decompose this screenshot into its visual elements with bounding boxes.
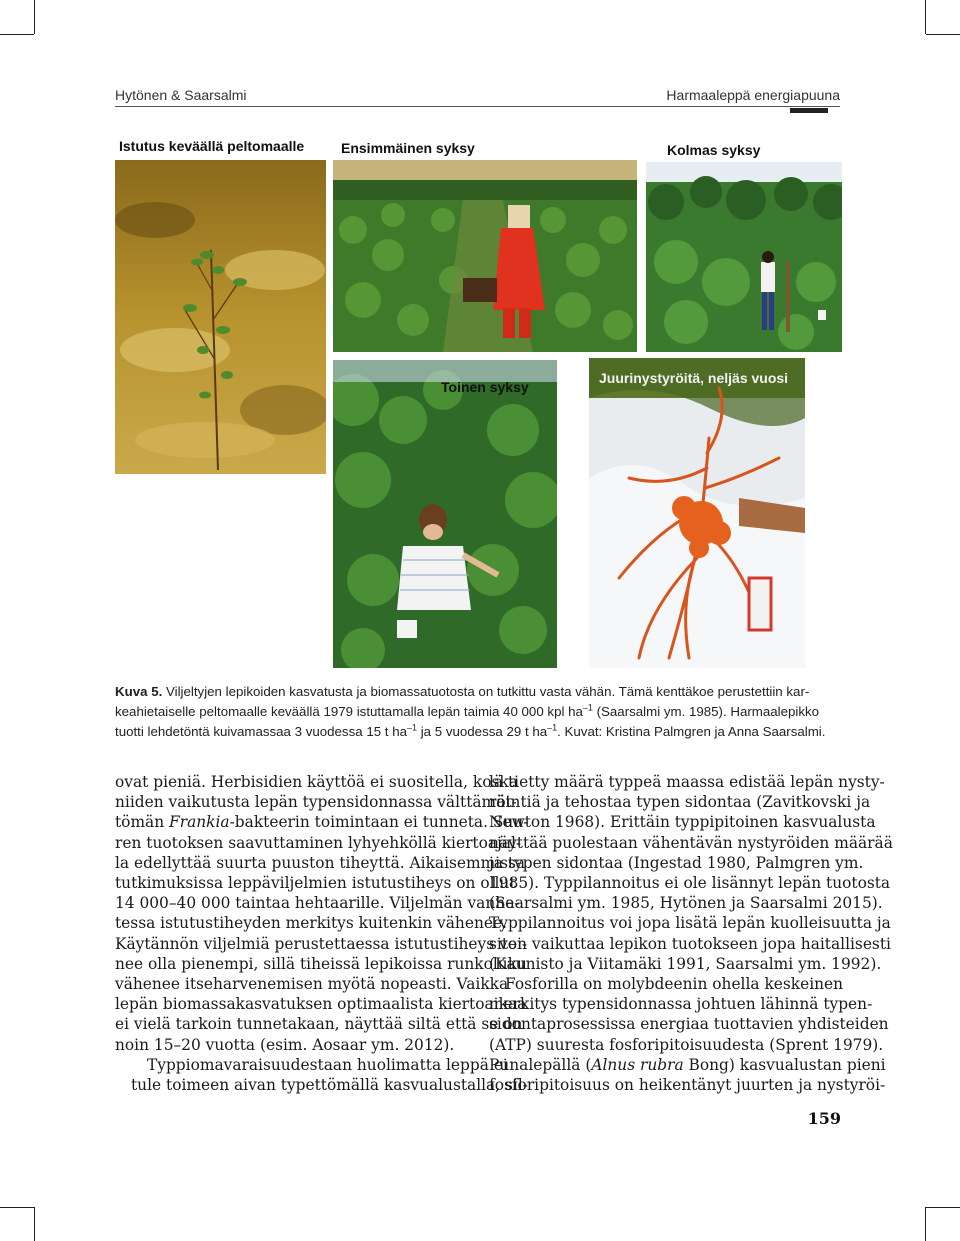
text-line: tessa istutustiheyden merkitys kuitenkin vähenee. <box>115 914 507 933</box>
panel-label-second-autumn: Toinen syksy <box>441 379 529 395</box>
italic-term: Alnus rubra <box>591 1055 684 1074</box>
text-line: Typpilannoitus voi jopa lisätä lepän kuolleisuutta ja <box>489 914 891 933</box>
crop-mark <box>926 34 960 35</box>
text-run: Bong) kasvualustan pieni <box>683 1055 886 1074</box>
text-line: sidontaprosessissa energiaa tuottavien yhdisteiden <box>489 1015 889 1034</box>
caption-text: (Saarsalmi ym. 1985). Harmaalepikko <box>592 704 820 719</box>
body-column-right <box>489 772 893 1095</box>
header-bar <box>790 108 828 113</box>
caption-text: . Kuvat: Kristina Palmgren ja Anna Saarsalmi. <box>557 724 826 739</box>
text-line: lepän biomassakasvatuksen optimaalista kiertoaikaa <box>115 995 527 1014</box>
paragraph <box>115 772 529 1055</box>
caption-text: tuotti lehdetöntä kuivamassaa 3 vuodessa 15 t ha <box>115 724 407 739</box>
caption-text: keahietaiselle peltomaalle keväällä 1979 istuttamalla lepän taimia 40 000 kpl ha <box>115 704 583 719</box>
photo-planting-spring <box>115 160 326 474</box>
text-line: siten vaikuttaa lepikon tuotokseen jopa haitallisesti <box>489 934 891 953</box>
text-line: 14 000–40 000 taintaa hehtaarille. Viljelmän vanhe- <box>115 894 520 913</box>
text-line: röintiä ja tehostaa typen sidontaa (Zavitkovski ja <box>489 793 871 812</box>
text-line: ren tuotoksen saavuttaminen lyhyehköllä kiertoajal- <box>115 833 522 852</box>
paragraph <box>489 772 893 974</box>
page-number: 159 <box>807 1109 841 1128</box>
crop-mark <box>34 0 35 34</box>
caption-text: ja 5 vuodessa 29 t ha <box>417 724 548 739</box>
text-line: Typpiomavaraisuudestaan huolimatta leppä ei <box>147 1055 508 1074</box>
caption-line <box>115 682 843 702</box>
text-line: lä tietty määrä typpeä maassa edistää lepän nysty- <box>489 773 885 791</box>
crop-mark <box>0 1207 34 1208</box>
caption-line <box>115 722 843 742</box>
text-line <box>115 812 529 832</box>
crop-mark <box>925 1207 926 1241</box>
text-line: Newton 1968). Erittäin typpipitoinen kasvualusta <box>489 813 876 832</box>
caption-superscript: –1 <box>407 722 418 733</box>
text-line: vähenee itseharvenemisen myötä nopeasti. Vaikka <box>115 975 509 994</box>
photo-second-autumn <box>333 360 557 668</box>
text-line: fosforipitoisuus on heikentänyt juurten ja nystyröi- <box>489 1076 886 1095</box>
text-line: Käytännön viljelmiä perustettaessa istutustiheys voi- <box>115 934 528 953</box>
text-line: niiden vaikutusta lepän typensidonnassa välttämät- <box>115 793 517 812</box>
text-line: (Kaunisto ja Viitamäki 1991, Saarsalmi ym. 1992). <box>489 954 882 973</box>
crop-mark <box>926 1207 960 1208</box>
caption-superscript: –1 <box>547 722 558 733</box>
crop-mark <box>0 34 34 35</box>
running-head-authors: Hytönen & Saarsalmi <box>115 87 247 103</box>
crop-mark <box>34 1207 35 1241</box>
text-line: merkitys typensidonnassa johtuen lähinnä typen- <box>489 995 873 1014</box>
running-head-title: Harmaaleppä energiapuuna <box>666 87 840 103</box>
header-rule <box>115 106 840 107</box>
text-run: -bakteerin toimintaan ei tunneta. Suu- <box>229 813 529 832</box>
running-head <box>115 87 840 107</box>
text-line: noin 15–20 vuotta (esim. Aosaar ym. 2012). <box>115 1035 455 1054</box>
text-line <box>489 1055 886 1075</box>
text-line: 1985). Typpilannoitus ei ole lisännyt lepän tuotosta <box>489 874 891 893</box>
caption-text: Viljeltyjen lepikoiden kasvatusta ja biomassatuotosta on tutkittu vasta vähän. Tämä kenttäkoe perustettiin kar- <box>162 684 810 699</box>
photo-third-autumn <box>646 162 842 352</box>
body-column-left <box>115 772 529 1095</box>
text-line: näyttää puolestaan vähentävän nystyröiden määrää <box>489 833 893 852</box>
caption-superscript: –1 <box>582 702 593 713</box>
photo-first-autumn <box>333 160 637 352</box>
text-line: tule toimeen aivan typettömällä kasvualustalla, sil- <box>131 1076 528 1095</box>
text-line: ovat pieniä. Herbisidien käyttöä ei suositella, koska <box>115 773 518 791</box>
paragraph <box>115 1055 528 1095</box>
italic-term: Frankia <box>169 813 230 832</box>
panel-label-root-nodules: Juurinystyröitä, neljäs vuosi <box>599 370 789 386</box>
text-run: Punalepällä ( <box>489 1055 592 1074</box>
text-line: la edellyttää suurta puuston tiheyttä. Aikaisemmissa <box>115 853 526 872</box>
paragraph <box>489 974 889 1095</box>
caption-title: Kuva 5. <box>115 684 163 699</box>
panel-label-first-autumn: Ensimmäinen syksy <box>341 140 475 156</box>
text-line: nee olla pienempi, sillä tiheissä lepikoissa runkoluku <box>115 954 527 973</box>
figure-caption <box>115 682 843 742</box>
text-line: ja typen sidontaa (Ingestad 1980, Palmgren ym. <box>489 853 864 872</box>
panel-label-third-autumn: Kolmas syksy <box>667 142 761 158</box>
panel-label-planting: Istutus keväällä peltomaalle <box>119 138 305 154</box>
caption-line <box>115 702 843 722</box>
photo-root-nodules <box>589 358 805 668</box>
crop-mark <box>925 0 926 34</box>
text-line: ei vielä tarkoin tunnetakaan, näyttää siltä että se on <box>115 1015 523 1034</box>
text-line: tutkimuksissa leppäviljelmien istutustiheys on ollut <box>115 874 516 893</box>
text-line: (Saarsalmi ym. 1985, Hytönen ja Saarsalmi 2015). <box>489 894 883 913</box>
text-run: tömän <box>115 813 170 832</box>
text-line: (ATP) suuresta fosforipitoisuudesta (Sprent 1979). <box>489 1035 884 1054</box>
text-line: Fosforilla on molybdeenin ohella keskeinen <box>505 975 844 994</box>
